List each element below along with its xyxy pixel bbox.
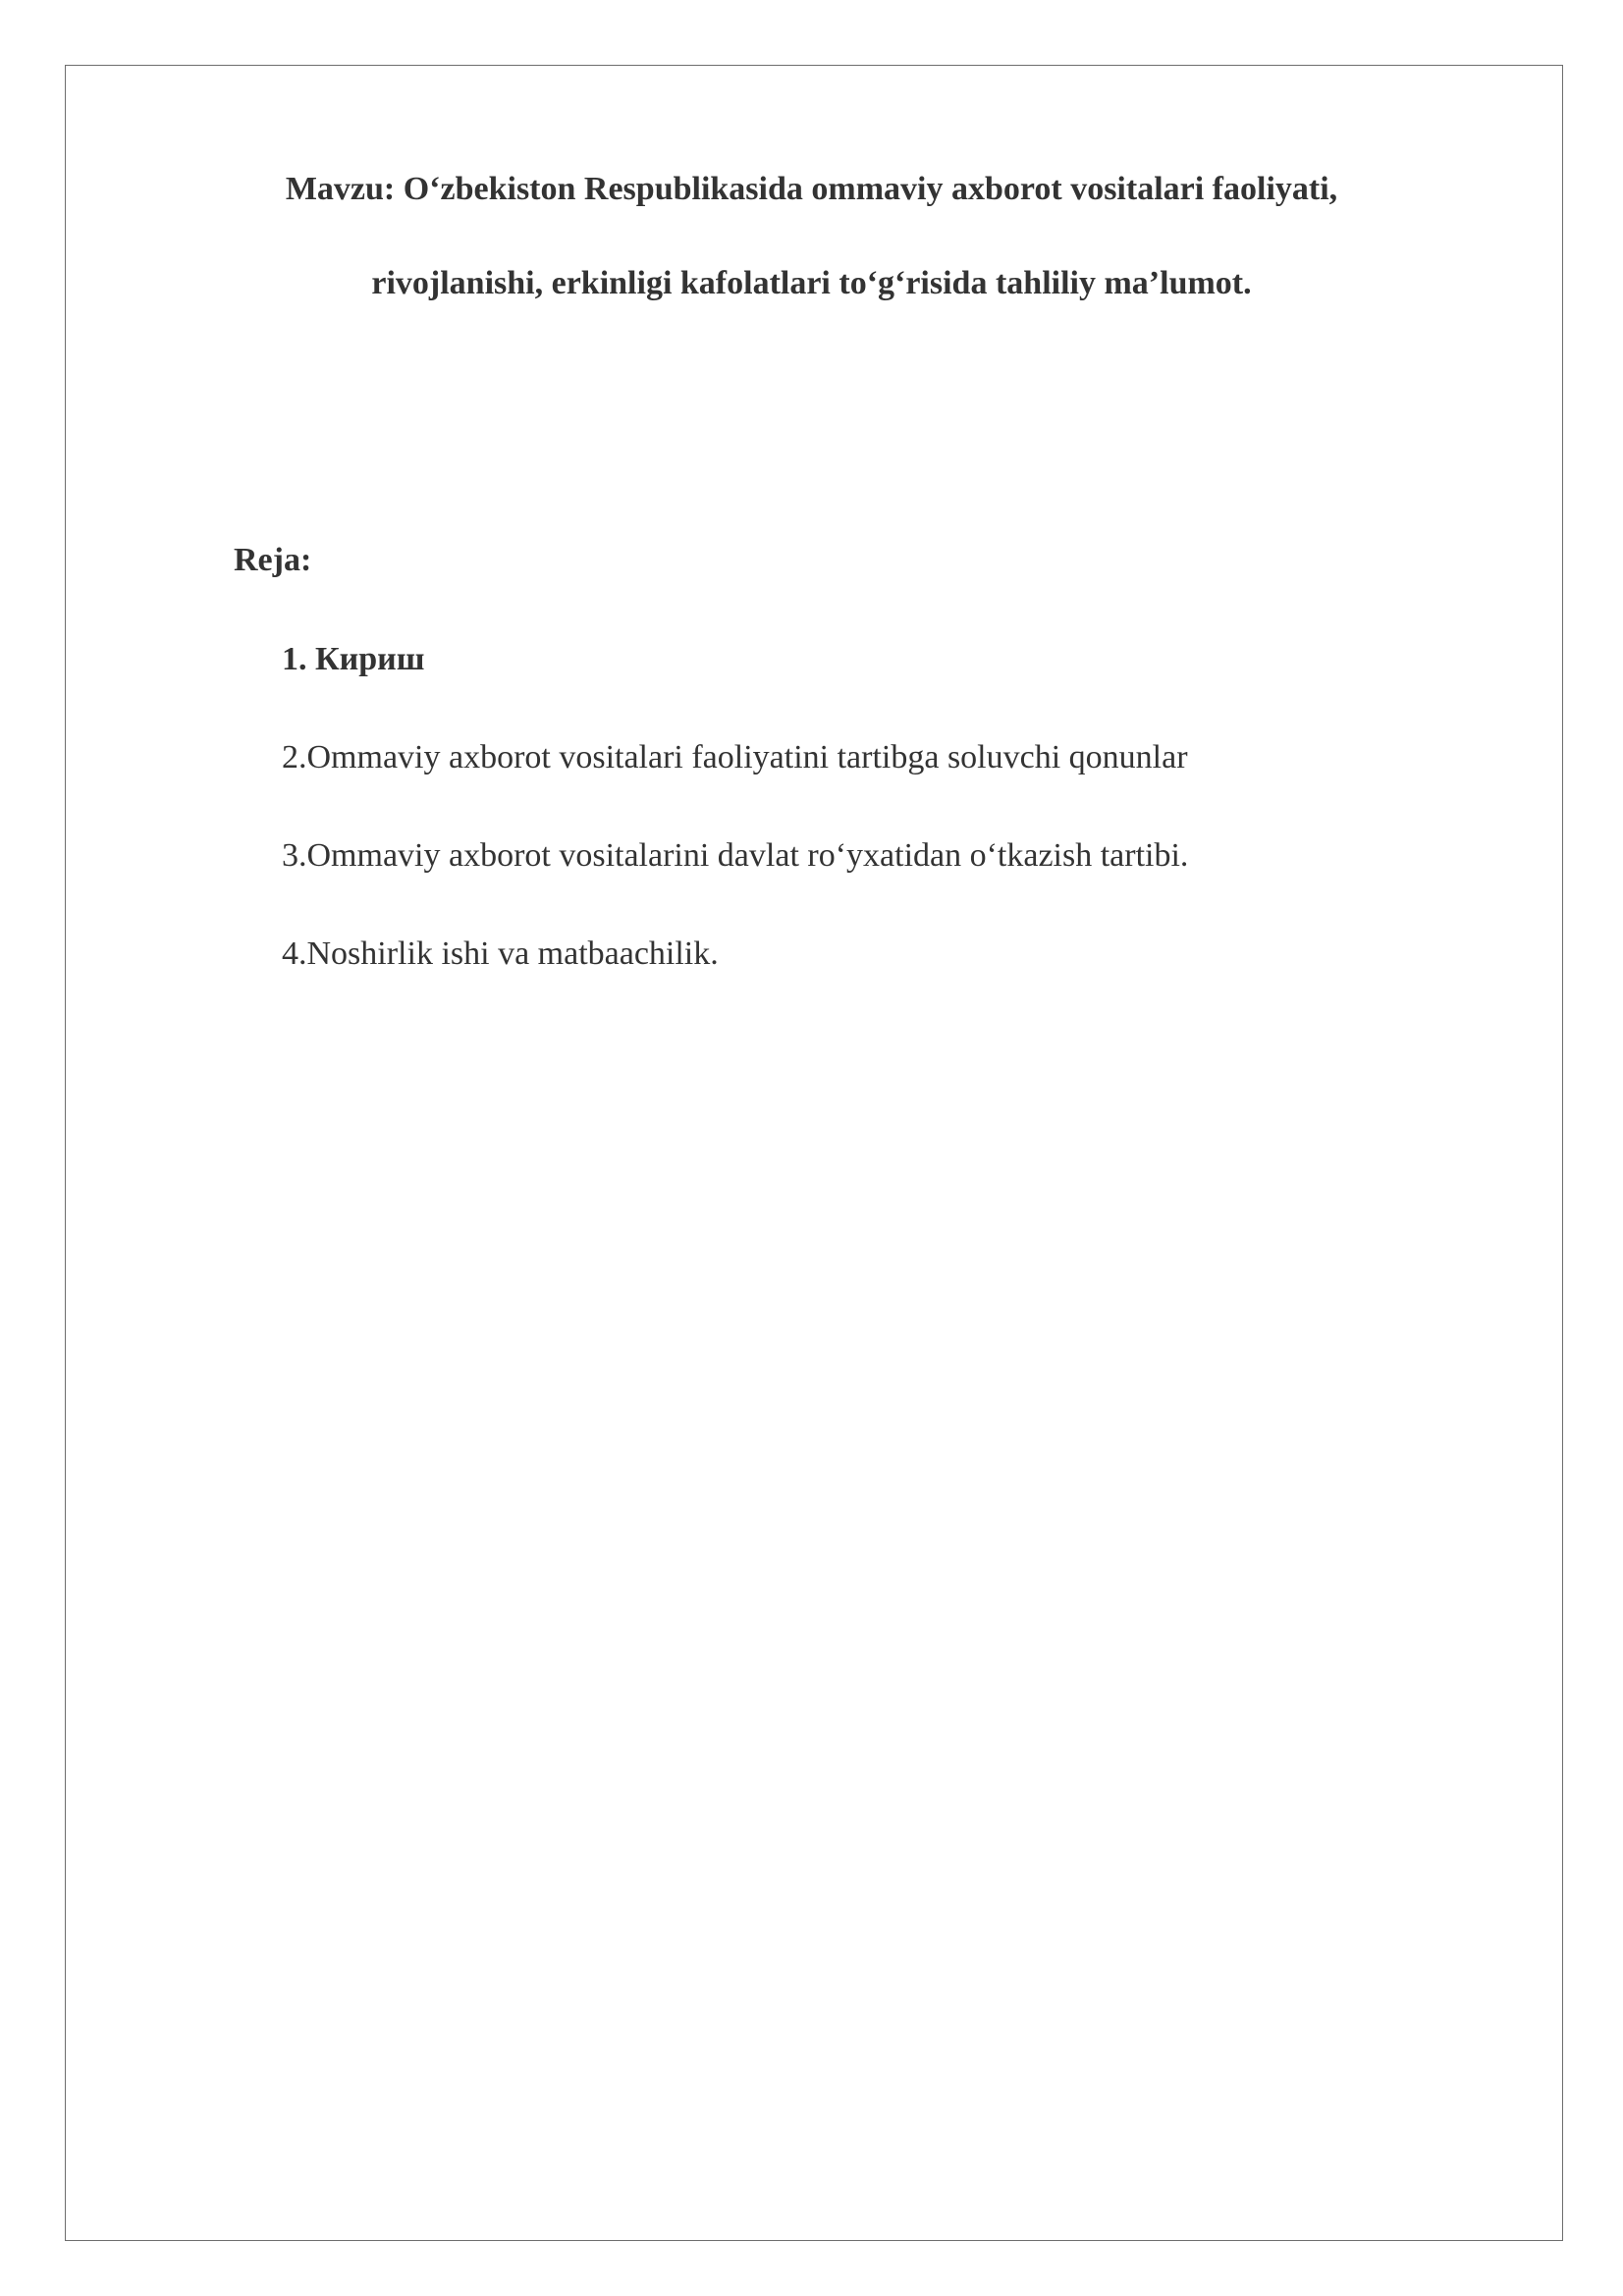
plan-item-4: 4.Noshirlik ishi va matbaachilik. [282,935,719,972]
plan-item-3: 3.Ommaviy axborot vositalarini davlat ro‘yxatidan o‘tkazish tartibi. [282,837,1189,874]
title-line-2: rivojlanishi, erkinligi kafolatlari to‘g‘risida tahliliy ma’lumot. [371,265,1252,301]
document-title [137,142,1486,331]
page-border [65,65,1563,2241]
plan-item-1: 1. Кириш [282,641,425,677]
plan-list [282,640,1188,1033]
plan-item-2: 2.Ommaviy axborot vositalari faoliyatini tartibga soluvchi qonunlar [282,739,1188,775]
plan-heading: Reja: [234,542,312,578]
title-line-1: Mavzu: O‘zbekiston Respublikasida ommaviy axborot vositalari faoliyati, [285,171,1338,207]
